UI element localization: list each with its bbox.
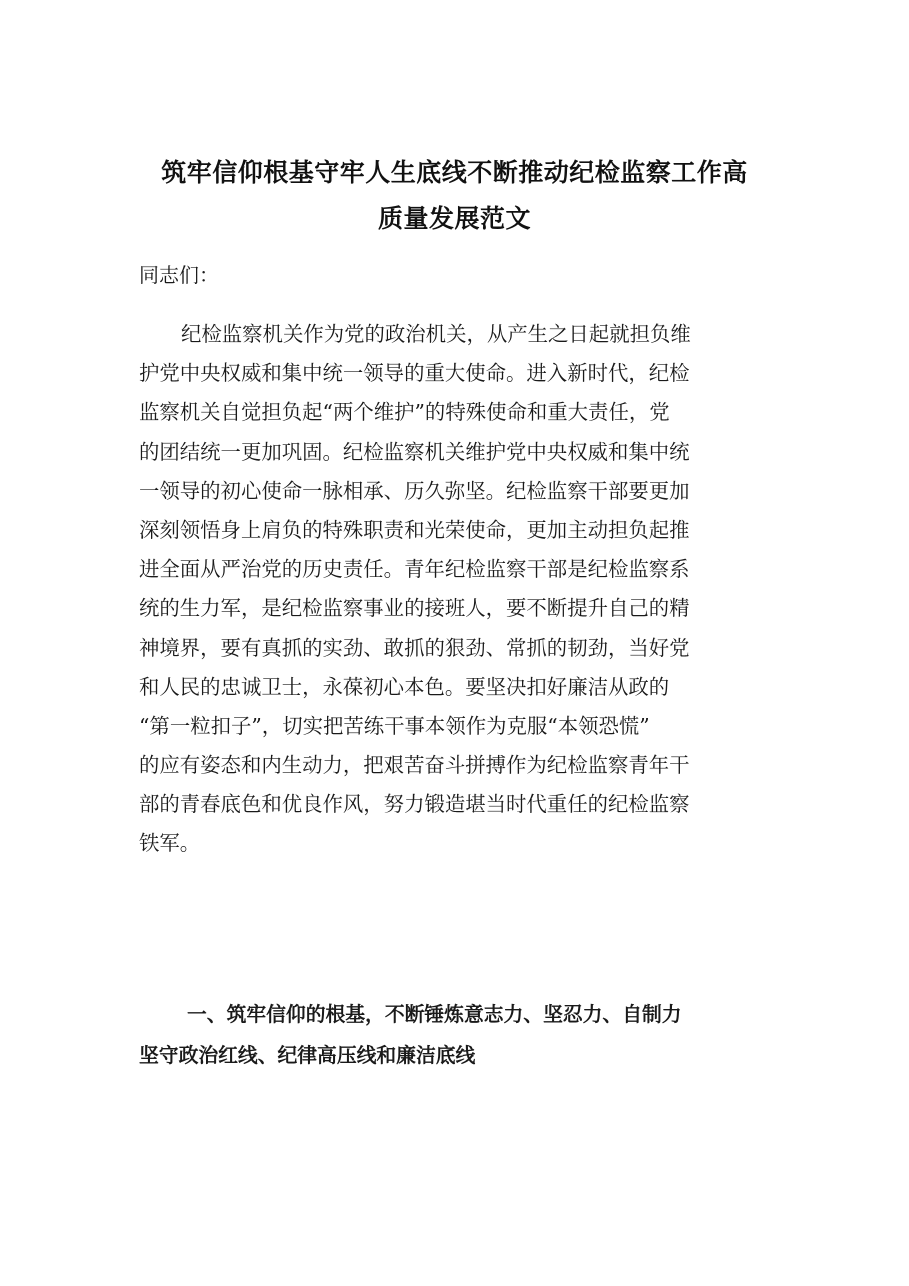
paragraph-line: 的团结统一更加巩固。纪检监察机关维护党中央权威和集中统 — [139, 439, 690, 464]
section-heading — [139, 994, 799, 1076]
title-line-2: 质量发展范文 — [377, 204, 531, 233]
paragraph-line: 护党中央权威和集中统一领导的重大使命。进入新时代，纪检 — [139, 361, 690, 386]
paragraph-line: 和人民的忠诚卫士，永葆初心本色。要坚决扣好廉洁从政的 — [139, 674, 670, 699]
paragraph-line: 纪检监察机关作为党的政治机关，从产生之日起就担负维 — [181, 322, 691, 346]
title-line-1: 筑牢信仰根基守牢人生底线不断推动纪检监察工作高 — [161, 158, 748, 187]
paragraph-line: 铁军。 — [139, 831, 201, 856]
paragraph-line: 进全面从严治党的历史责任。青年纪检监察干部是纪检监察系 — [139, 557, 690, 582]
salutation: 同志们： — [139, 263, 219, 287]
document-title — [120, 150, 789, 242]
paragraph-line: 部的青春底色和优良作风，努力锻造堪当时代重任的纪检监察 — [139, 792, 690, 817]
body-paragraph — [139, 315, 779, 864]
heading-line-1: 一、筑牢信仰的根基，不断锤炼意志力、坚忍力、自制力 — [187, 1003, 682, 1026]
paragraph-line: 监察机关自觉担负起“两个维护”的特殊使命和重大责任，党 — [139, 400, 670, 425]
paragraph-line: “第一粒扣子”，切实把苦练干事本领作为克服“本领恐慌” — [139, 713, 650, 738]
paragraph-line: 的应有姿态和内生动力，把艰苦奋斗拼搏作为纪检监察青年干 — [139, 753, 690, 778]
paragraph-line: 一领导的初心使命一脉相承、历久弥坚。纪检监察干部要更加 — [139, 478, 690, 503]
paragraph-line: 统的生力军，是纪检监察事业的接班人，要不断提升自己的精 — [139, 596, 690, 621]
paragraph-line: 深刻领悟身上肩负的特殊职责和光荣使命，更加主动担负起推 — [139, 517, 690, 542]
paragraph-line: 神境界，要有真抓的实劲、敢抓的狠劲、常抓的韧劲，当好党 — [139, 635, 690, 660]
heading-line-2: 坚守政治红线、纪律高压线和廉洁底线 — [139, 1044, 476, 1067]
